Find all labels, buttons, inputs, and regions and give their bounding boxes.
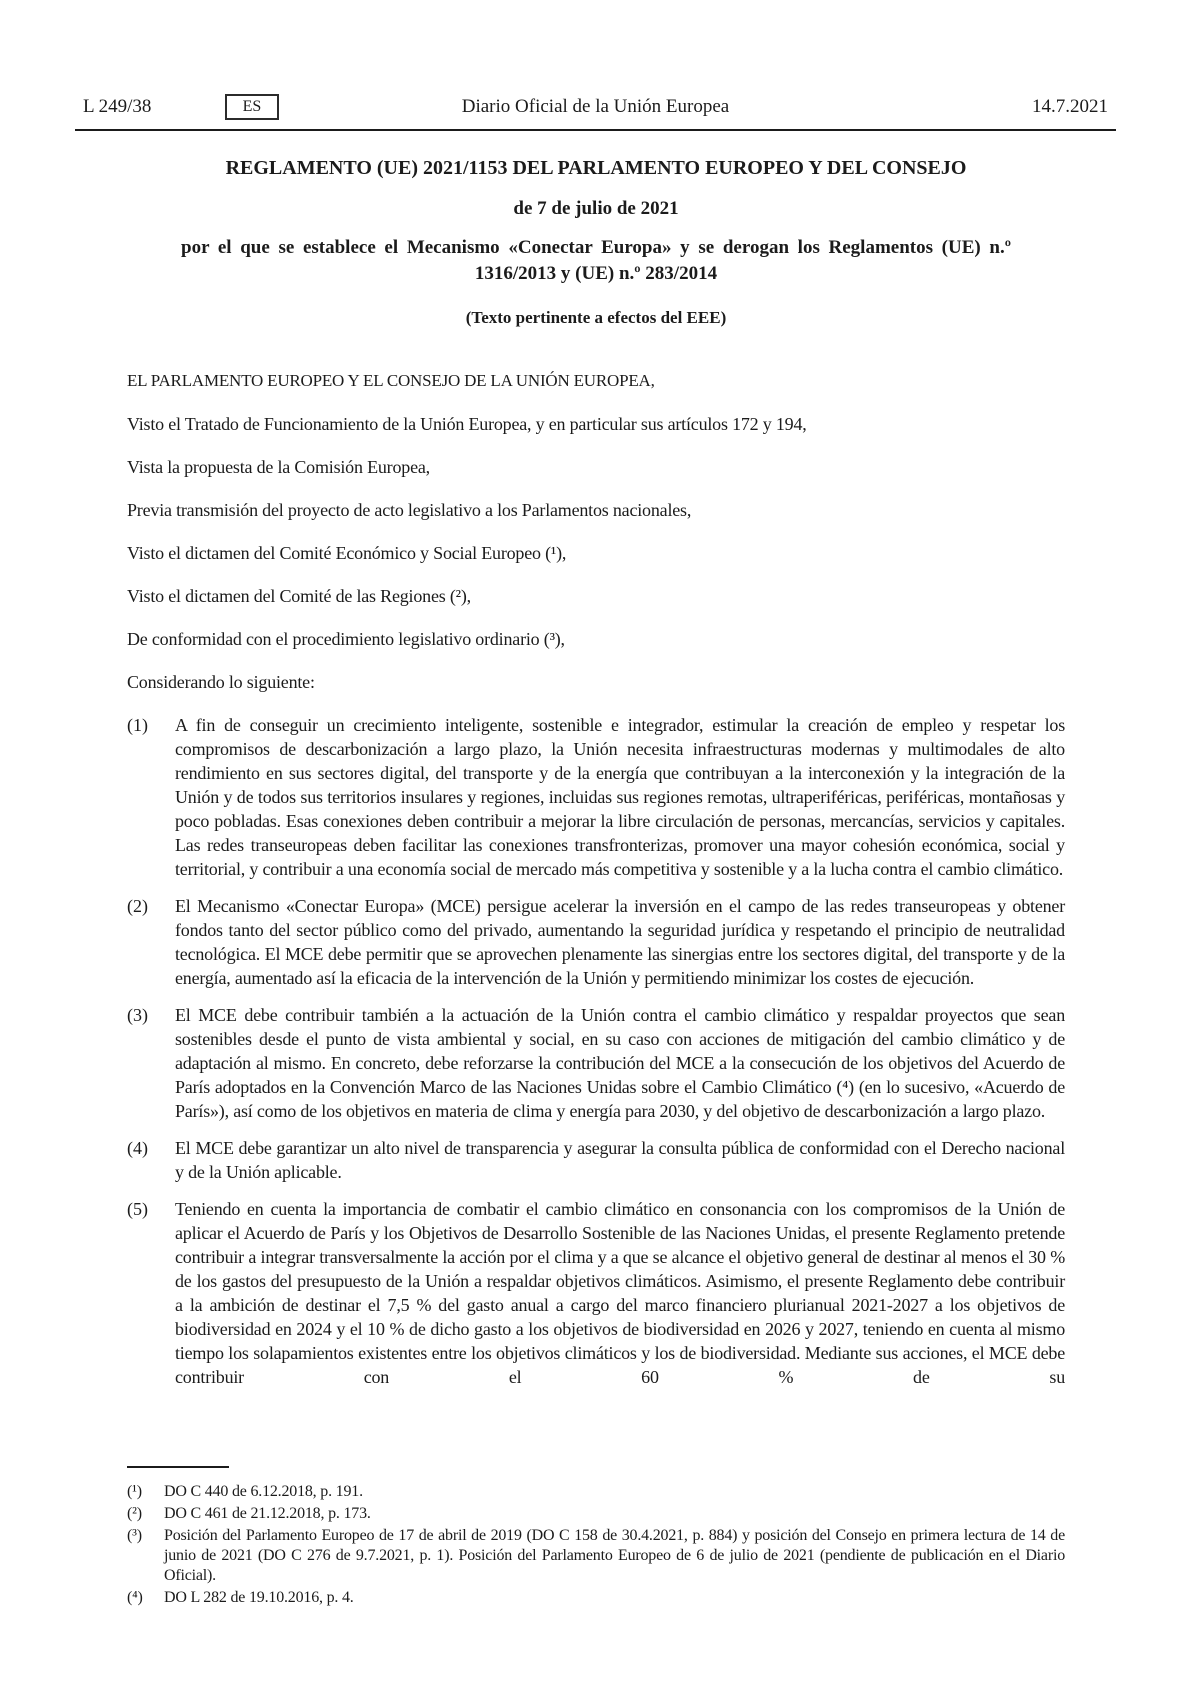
preamble-citation: Previa transmisión del proyecto de acto legislativo a los Parlamentos nacionales, <box>127 500 692 520</box>
footnote <box>127 1526 1065 1586</box>
preamble-citation: Visto el dictamen del Comité de las Regiones (²), <box>127 586 471 606</box>
regulation-subject: por el que se establece el Mecanismo «Conectar Europa» y se derogan los Reglamentos (UE) n.º 1316/2013 y (UE) n.º 283/2014 <box>181 237 1011 284</box>
recital-number: (3) <box>127 1005 148 1025</box>
preamble-citation: Visto el Tratado de Funcionamiento de la Unión Europea, y en particular sus artículos 172 y 194, <box>127 414 807 434</box>
recital-text: El Mecanismo «Conectar Europa» (MCE) persigue acelerar la inversión en el campo de las redes transeuropeas y obtener fondos tanto del sector público como del privado, aumentando la seguridad jurídica y respetando el principio de neutralidad tecnológica. El MCE debe permitir que se aprovechen plenamente las sinergias entre los sectores digital, del transporte y de la energía, aumentado así la eficacia de la intervención de la Unión y permitiendo minimizar los costes de ejecución. <box>175 896 1065 988</box>
recitals <box>127 713 1065 1389</box>
footnotes <box>127 1466 1065 1610</box>
footnote-text: Posición del Parlamento Europeo de 17 de abril de 2019 (DO C 158 de 30.4.2021, p. 884) y posición del Consejo en primera lectura de 14 de junio de 2021 (DO C 276 de 9.7.2021, p. 1). Posición del Parlamento Europeo de 6 de julio de 2021 (pendiente de publicación en el Diario Oficial). <box>164 1527 1065 1584</box>
recital-number: (5) <box>127 1199 148 1219</box>
recital-text: El MCE debe garantizar un alto nivel de transparencia y asegurar la consulta pública de conformidad con el Derecho nacional y de la Unión aplicable. <box>175 1138 1065 1182</box>
footnote-text: DO C 461 de 21.12.2018, p. 173. <box>164 1505 371 1522</box>
footnote-marker: (¹) <box>127 1483 142 1500</box>
footnote <box>127 1504 1065 1524</box>
recital-number: (1) <box>127 715 148 735</box>
footnote-separator <box>127 1466 229 1468</box>
recital <box>127 713 1065 881</box>
preamble-citation: De conformidad con el procedimiento legislativo ordinario (³), <box>127 629 565 649</box>
regulation-title: REGLAMENTO (UE) 2021/1153 DEL PARLAMENTO EUROPEO Y DEL CONSEJO <box>225 157 967 179</box>
considering-label: Considerando lo siguiente: <box>127 672 315 692</box>
recital <box>127 1003 1065 1123</box>
footnote-text: DO L 282 de 19.10.2016, p. 4. <box>164 1589 354 1606</box>
page-reference: L 249/38 <box>83 96 152 117</box>
header-rule <box>75 129 1116 131</box>
preamble-citation: Vista la propuesta de la Comisión Europea, <box>127 457 430 477</box>
recital <box>127 1197 1065 1389</box>
footnote <box>127 1588 1065 1608</box>
page-header <box>75 92 1116 126</box>
header-date: 14.7.2021 <box>1032 96 1108 117</box>
regulation-date-line: de 7 de julio de 2021 <box>513 198 679 219</box>
footnote-marker: (⁴) <box>127 1589 143 1606</box>
footnote <box>127 1482 1065 1502</box>
document-body <box>127 155 1065 1402</box>
recital-text: A fin de conseguir un crecimiento inteligente, sostenible e integrador, estimular la creación de empleo y respetar los compromisos de descarbonización a largo plazo, la Unión necesita infraestructuras modernas y multimodales de alto rendimiento en sus sectores digital, del transporte y de la energía que contribuyan a la interconexión y la integración de la Unión y de todos sus territorios insulares y regiones, incluidas sus regiones remotas, ultraperiféricas, periféricas, montañosas y poco pobladas. Esas conexiones deben contribuir a mejorar la libre circulación de personas, mercancías, servicios y capitales. Las redes transeuropeas deben facilitar las conexiones transfronterizas, promover una mayor cohesión económica, social y territorial, y contribuir a una economía social de mercado más competitiva y sostenible y a la lucha contra el cambio climático. <box>175 715 1065 879</box>
eee-relevance-note: (Texto pertinente a efectos del EEE) <box>465 308 727 327</box>
preamble <box>127 369 1065 694</box>
preamble-citation: Visto el dictamen del Comité Económico y Social Europeo (¹), <box>127 543 567 563</box>
recital-text: Teniendo en cuenta la importancia de combatir el cambio climático en consonancia con los compromisos de la Unión de aplicar el Acuerdo de París y los Objetivos de Desarrollo Sostenible de las Naciones Unidas, el presente Reglamento pretende contribuir a integrar transversalmente la acción por el clima y a que se alcance el objetivo general de destinar al menos el 30 % de los gastos del presupuesto de la Unión a respaldar objetivos climáticos. Asimismo, el presente Reglamento debe contribuir a la ambición de destinar el 7,5 % del gasto anual a cargo del marco financiero plurianual 2021-2027 a los objetivos de biodiversidad en 2024 y el 10 % de dicho gasto a los objetivos de biodiversidad en 2026 y 2027, teniendo en cuenta al mismo tiempo los solapamientos existentes entre los objetivos climáticos y los de biodiversidad. Mediante sus acciones, el MCE debe contribuir con el 60 % de su <box>175 1199 1065 1387</box>
recital-number: (2) <box>127 896 148 916</box>
footnote-text: DO C 440 de 6.12.2018, p. 191. <box>164 1483 363 1500</box>
journal-title: Diario Oficial de la Unión Europea <box>461 96 730 117</box>
recital-number: (4) <box>127 1138 148 1158</box>
footnote-marker: (³) <box>127 1527 142 1544</box>
preamble-enacting-authority: EL PARLAMENTO EUROPEO Y EL CONSEJO DE LA UNIÓN EUROPEA, <box>127 371 655 390</box>
footnote-marker: (²) <box>127 1505 142 1522</box>
language-badge: ES <box>225 94 279 120</box>
recital <box>127 1136 1065 1184</box>
recital <box>127 894 1065 990</box>
recital-text: El MCE debe contribuir también a la actuación de la Unión contra el cambio climático y respaldar proyectos que sean sostenibles desde el punto de vista ambiental y social, en su caso con acciones de mitigación del cambio climático y de adaptación al mismo. En concreto, debe reforzarse la contribución del MCE a la consecución de los objetivos del Acuerdo de París adoptados en la Convención Marco de las Naciones Unidas sobre el Cambio Climático (⁴) (en lo sucesivo, «Acuerdo de París»), así como de los objetivos en materia de clima y energía para 2030, y del objetivo de descarbonización a largo plazo. <box>175 1005 1065 1121</box>
